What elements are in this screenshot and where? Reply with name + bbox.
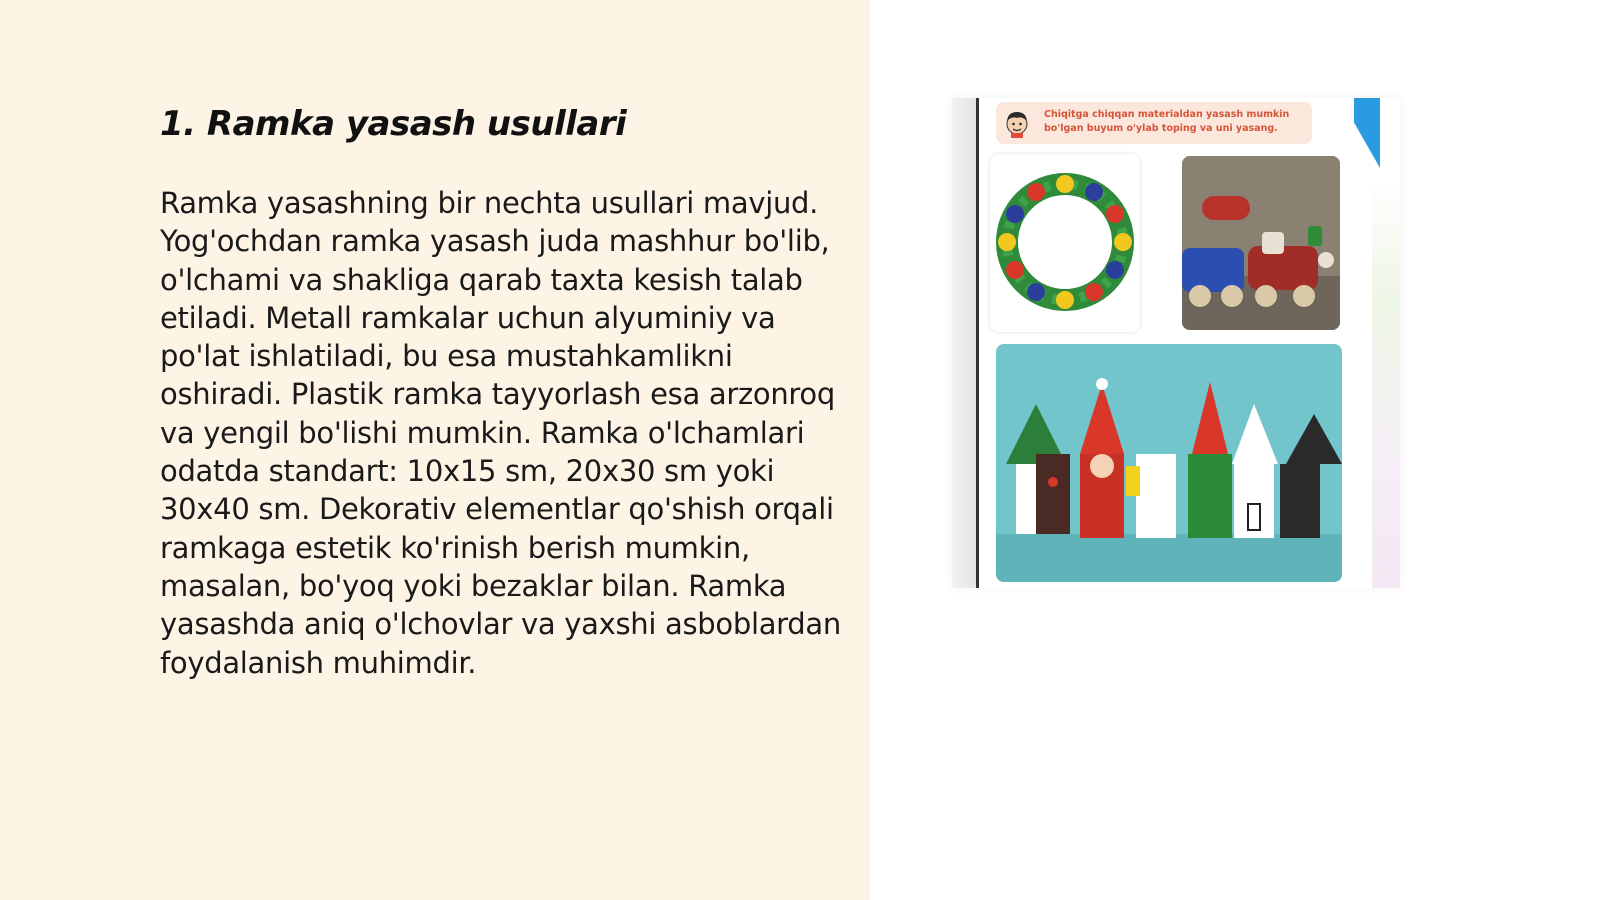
slide-body-text: Ramka yasashning bir nechta usullari mavjud. Yog'ochdan ramka yasash juda mashhur bo'lib, o'lchami va shakliga qarab taxta kesish talab etiladi. Metall ramkalar uchun alyuminiy va po'lat ishlatiladi, bu esa mustahkamlikni oshiradi. Plastik ramka tayyorlash esa arzonroq va yengil bo'lishi mumkin. Ramka o'lchamlari odatda standart: 10x15 sm, 20x30 sm yoki 30x40 sm. Dekorativ elementlar qo'shish orqali ramkaga estetik ko'rinish berish mumkin, masalan, bo'yoq yoki bezaklar bilan. Ramka yasashda aniq o'lchovlar va yaxshi asboblardan foydalanish muhimdir. (160, 186, 841, 680)
page-edge-decoration (1372, 178, 1400, 588)
child-face-icon (1002, 108, 1032, 138)
page-binding-shadow (952, 98, 976, 588)
slide-title: 1. Ramka yasash usullari (160, 104, 627, 144)
page-tab-decoration (1354, 98, 1380, 168)
instruction-box (996, 102, 1312, 144)
photo-flower-wreath (990, 154, 1140, 332)
photo-roll-train (1182, 156, 1340, 330)
instruction-text: Chiqitga chiqqan materialdan yasash mumkin bo'lgan buyum o'ylab toping va uni yasang. (1044, 109, 1290, 134)
page-binding-line (976, 98, 979, 588)
photo-christmas-figures (996, 344, 1342, 582)
textbook-page-image (952, 98, 1400, 588)
